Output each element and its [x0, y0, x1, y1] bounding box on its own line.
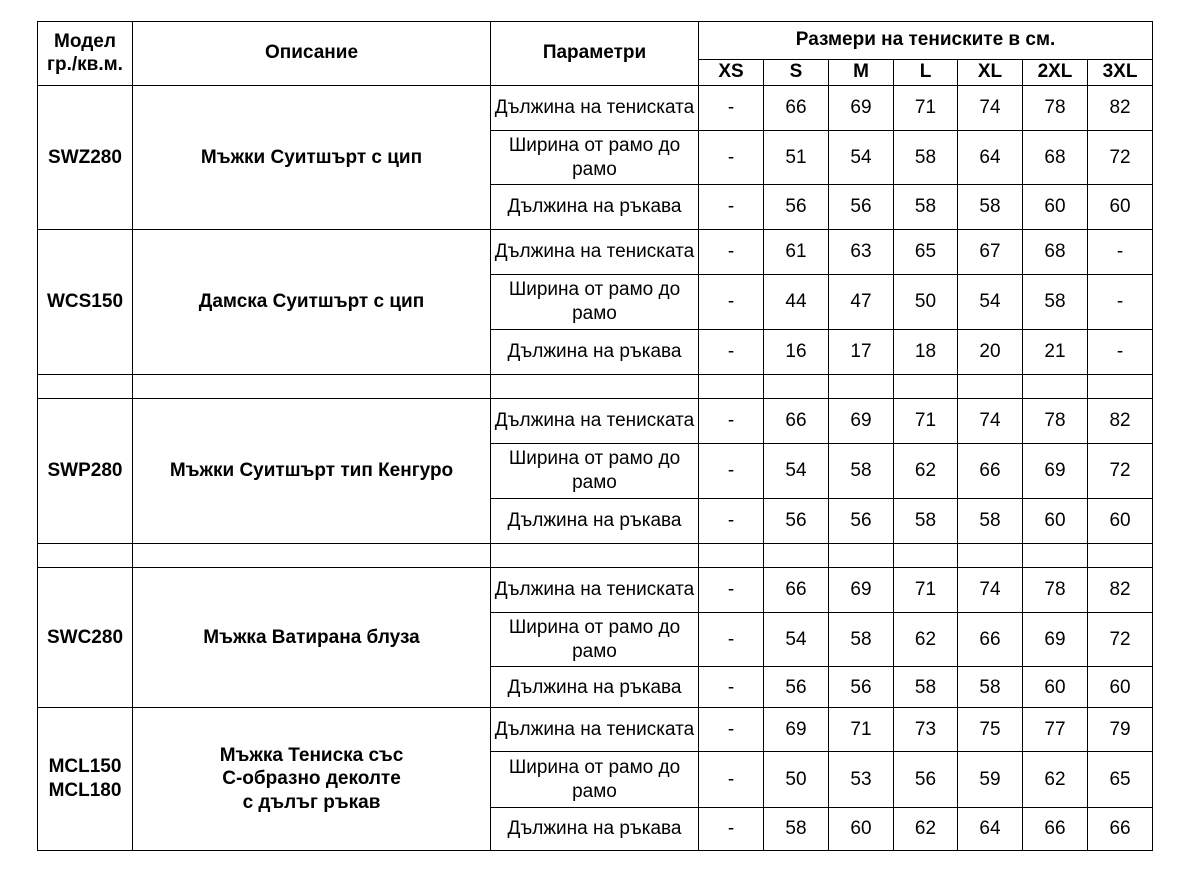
size-value: 65	[894, 230, 958, 275]
size-value: 56	[764, 185, 829, 230]
spacer-cell	[38, 374, 133, 398]
spacer-cell	[829, 374, 894, 398]
size-value: 50	[894, 275, 958, 330]
size-value: 21	[1023, 329, 1088, 374]
size-value: 60	[1023, 185, 1088, 230]
spacer-cell	[1023, 374, 1088, 398]
size-value: -	[699, 708, 764, 752]
size-value: 56	[829, 498, 894, 543]
size-value: 53	[829, 752, 894, 808]
size-value: 74	[958, 399, 1023, 444]
size-value: 44	[764, 275, 829, 330]
size-value: 58	[829, 444, 894, 499]
size-value: -	[699, 275, 764, 330]
size-label: 3XL	[1088, 59, 1153, 85]
spacer-cell	[38, 543, 133, 567]
product-model: SWP280	[38, 399, 133, 544]
size-value: -	[699, 498, 764, 543]
size-value: 78	[1023, 85, 1088, 130]
size-value: 69	[1023, 444, 1088, 499]
spacer-cell	[958, 374, 1023, 398]
size-value: 60	[1088, 185, 1153, 230]
size-value: -	[1088, 275, 1153, 330]
size-value: 56	[894, 752, 958, 808]
size-value: 66	[764, 399, 829, 444]
size-value: 68	[1023, 230, 1088, 275]
size-value: 61	[764, 230, 829, 275]
size-value: 54	[829, 130, 894, 185]
size-value: 74	[958, 85, 1023, 130]
size-value: 71	[894, 399, 958, 444]
size-value: -	[699, 130, 764, 185]
size-value: 54	[764, 612, 829, 667]
size-value: 72	[1088, 130, 1153, 185]
spacer-row	[38, 543, 1153, 567]
parameter-label: Дължина на ръкава	[491, 667, 699, 708]
size-value: 56	[829, 667, 894, 708]
header-sizes-title: Размери на тениските в см.	[699, 22, 1153, 60]
size-value: 68	[1023, 130, 1088, 185]
size-value: -	[1088, 230, 1153, 275]
size-value: 71	[829, 708, 894, 752]
spacer-cell	[894, 543, 958, 567]
size-value: 64	[958, 130, 1023, 185]
size-value: 54	[764, 444, 829, 499]
size-value: -	[699, 444, 764, 499]
size-label: M	[829, 59, 894, 85]
parameter-label: Ширина от рамо до рамо	[491, 612, 699, 667]
size-value: 82	[1088, 85, 1153, 130]
size-value: 58	[1023, 275, 1088, 330]
size-value: 51	[764, 130, 829, 185]
size-value: 62	[894, 807, 958, 850]
parameter-label: Дължина на ръкава	[491, 807, 699, 850]
size-value: 56	[764, 498, 829, 543]
size-value: 64	[958, 807, 1023, 850]
size-label: S	[764, 59, 829, 85]
size-value: -	[699, 329, 764, 374]
size-chart-table	[37, 21, 1153, 851]
size-value: 69	[1023, 612, 1088, 667]
size-label: 2XL	[1023, 59, 1088, 85]
size-value: 72	[1088, 444, 1153, 499]
size-value: 69	[764, 708, 829, 752]
size-value: 74	[958, 567, 1023, 612]
spacer-cell	[894, 374, 958, 398]
spacer-cell	[829, 543, 894, 567]
size-value: 71	[894, 567, 958, 612]
size-label: XL	[958, 59, 1023, 85]
parameter-label: Дължина на ръкава	[491, 498, 699, 543]
size-value: 71	[894, 85, 958, 130]
size-value: 66	[764, 567, 829, 612]
size-value: 66	[764, 85, 829, 130]
size-value: 77	[1023, 708, 1088, 752]
size-value: 66	[1088, 807, 1153, 850]
product-description: Дамска Суитшърт с цип	[133, 230, 491, 375]
header-parameters: Параметри	[491, 22, 699, 86]
header-description: Описание	[133, 22, 491, 86]
size-value: 63	[829, 230, 894, 275]
spacer-cell	[699, 543, 764, 567]
size-value: 62	[894, 612, 958, 667]
spacer-cell	[491, 543, 699, 567]
size-value: 58	[894, 667, 958, 708]
spacer-cell	[764, 374, 829, 398]
size-value: 50	[764, 752, 829, 808]
parameter-label: Ширина от рамо до рамо	[491, 752, 699, 808]
size-value: 58	[894, 185, 958, 230]
product-description: Мъжка Ватирана блуза	[133, 567, 491, 707]
size-value: 73	[894, 708, 958, 752]
product-row	[38, 708, 1153, 752]
spacer-row	[38, 374, 1153, 398]
size-value: 16	[764, 329, 829, 374]
size-value: 58	[829, 612, 894, 667]
parameter-label: Дължина на тениската	[491, 230, 699, 275]
size-value: -	[699, 185, 764, 230]
size-value: 58	[894, 498, 958, 543]
parameter-label: Дължина на тениската	[491, 85, 699, 130]
size-value: 62	[894, 444, 958, 499]
size-value: 75	[958, 708, 1023, 752]
size-value: 82	[1088, 567, 1153, 612]
parameter-label: Ширина от рамо до рамо	[491, 130, 699, 185]
size-value: 60	[829, 807, 894, 850]
spacer-cell	[1088, 543, 1153, 567]
size-value: 58	[764, 807, 829, 850]
product-model: WCS150	[38, 230, 133, 375]
size-chart-sheet	[37, 21, 1152, 851]
header-model: Модел гр./кв.м.	[38, 22, 133, 86]
size-label: L	[894, 59, 958, 85]
size-value: 56	[764, 667, 829, 708]
size-value: 58	[958, 185, 1023, 230]
size-value: 20	[958, 329, 1023, 374]
product-model: SWZ280	[38, 85, 133, 230]
size-value: 59	[958, 752, 1023, 808]
parameter-label: Дължина на тениската	[491, 567, 699, 612]
spacer-cell	[699, 374, 764, 398]
product-description: Мъжка Тениска със С-образно деколте с дълъг ръкав	[133, 708, 491, 851]
size-value: -	[699, 612, 764, 667]
parameter-label: Дължина на ръкава	[491, 185, 699, 230]
size-value: 18	[894, 329, 958, 374]
size-value: -	[699, 567, 764, 612]
size-value: -	[699, 807, 764, 850]
spacer-cell	[958, 543, 1023, 567]
size-value: -	[699, 230, 764, 275]
size-value: 60	[1023, 667, 1088, 708]
size-value: 54	[958, 275, 1023, 330]
size-value: 58	[958, 498, 1023, 543]
size-value: 72	[1088, 612, 1153, 667]
spacer-cell	[1088, 374, 1153, 398]
size-value: 60	[1023, 498, 1088, 543]
size-value: 60	[1088, 667, 1153, 708]
spacer-cell	[491, 374, 699, 398]
size-value: 66	[958, 612, 1023, 667]
size-value: 69	[829, 399, 894, 444]
size-value: 79	[1088, 708, 1153, 752]
size-value: 58	[958, 667, 1023, 708]
parameter-label: Ширина от рамо до рамо	[491, 444, 699, 499]
spacer-cell	[133, 543, 491, 567]
product-model: MCL150 MCL180	[38, 708, 133, 851]
product-row	[38, 85, 1153, 130]
size-value: -	[1088, 329, 1153, 374]
product-description: Мъжки Суитшърт с цип	[133, 85, 491, 230]
size-value: -	[699, 752, 764, 808]
size-value: 56	[829, 185, 894, 230]
product-row	[38, 399, 1153, 444]
size-value: -	[699, 667, 764, 708]
parameter-label: Дължина на тениската	[491, 399, 699, 444]
size-value: 60	[1088, 498, 1153, 543]
size-value: -	[699, 399, 764, 444]
parameter-label: Ширина от рамо до рамо	[491, 275, 699, 330]
size-value: -	[699, 85, 764, 130]
spacer-cell	[764, 543, 829, 567]
header-row	[38, 22, 1153, 60]
size-value: 62	[1023, 752, 1088, 808]
product-row	[38, 230, 1153, 275]
size-value: 69	[829, 567, 894, 612]
size-value: 66	[958, 444, 1023, 499]
size-value: 78	[1023, 567, 1088, 612]
size-value: 65	[1088, 752, 1153, 808]
size-value: 78	[1023, 399, 1088, 444]
product-model: SWC280	[38, 567, 133, 707]
spacer-cell	[1023, 543, 1088, 567]
size-value: 69	[829, 85, 894, 130]
size-value: 47	[829, 275, 894, 330]
size-value: 58	[894, 130, 958, 185]
product-description: Мъжки Суитшърт тип Кенгуро	[133, 399, 491, 544]
size-label: XS	[699, 59, 764, 85]
size-value: 66	[1023, 807, 1088, 850]
product-row	[38, 567, 1153, 612]
parameter-label: Дължина на тениската	[491, 708, 699, 752]
parameter-label: Дължина на ръкава	[491, 329, 699, 374]
size-value: 82	[1088, 399, 1153, 444]
spacer-cell	[133, 374, 491, 398]
size-value: 67	[958, 230, 1023, 275]
size-value: 17	[829, 329, 894, 374]
